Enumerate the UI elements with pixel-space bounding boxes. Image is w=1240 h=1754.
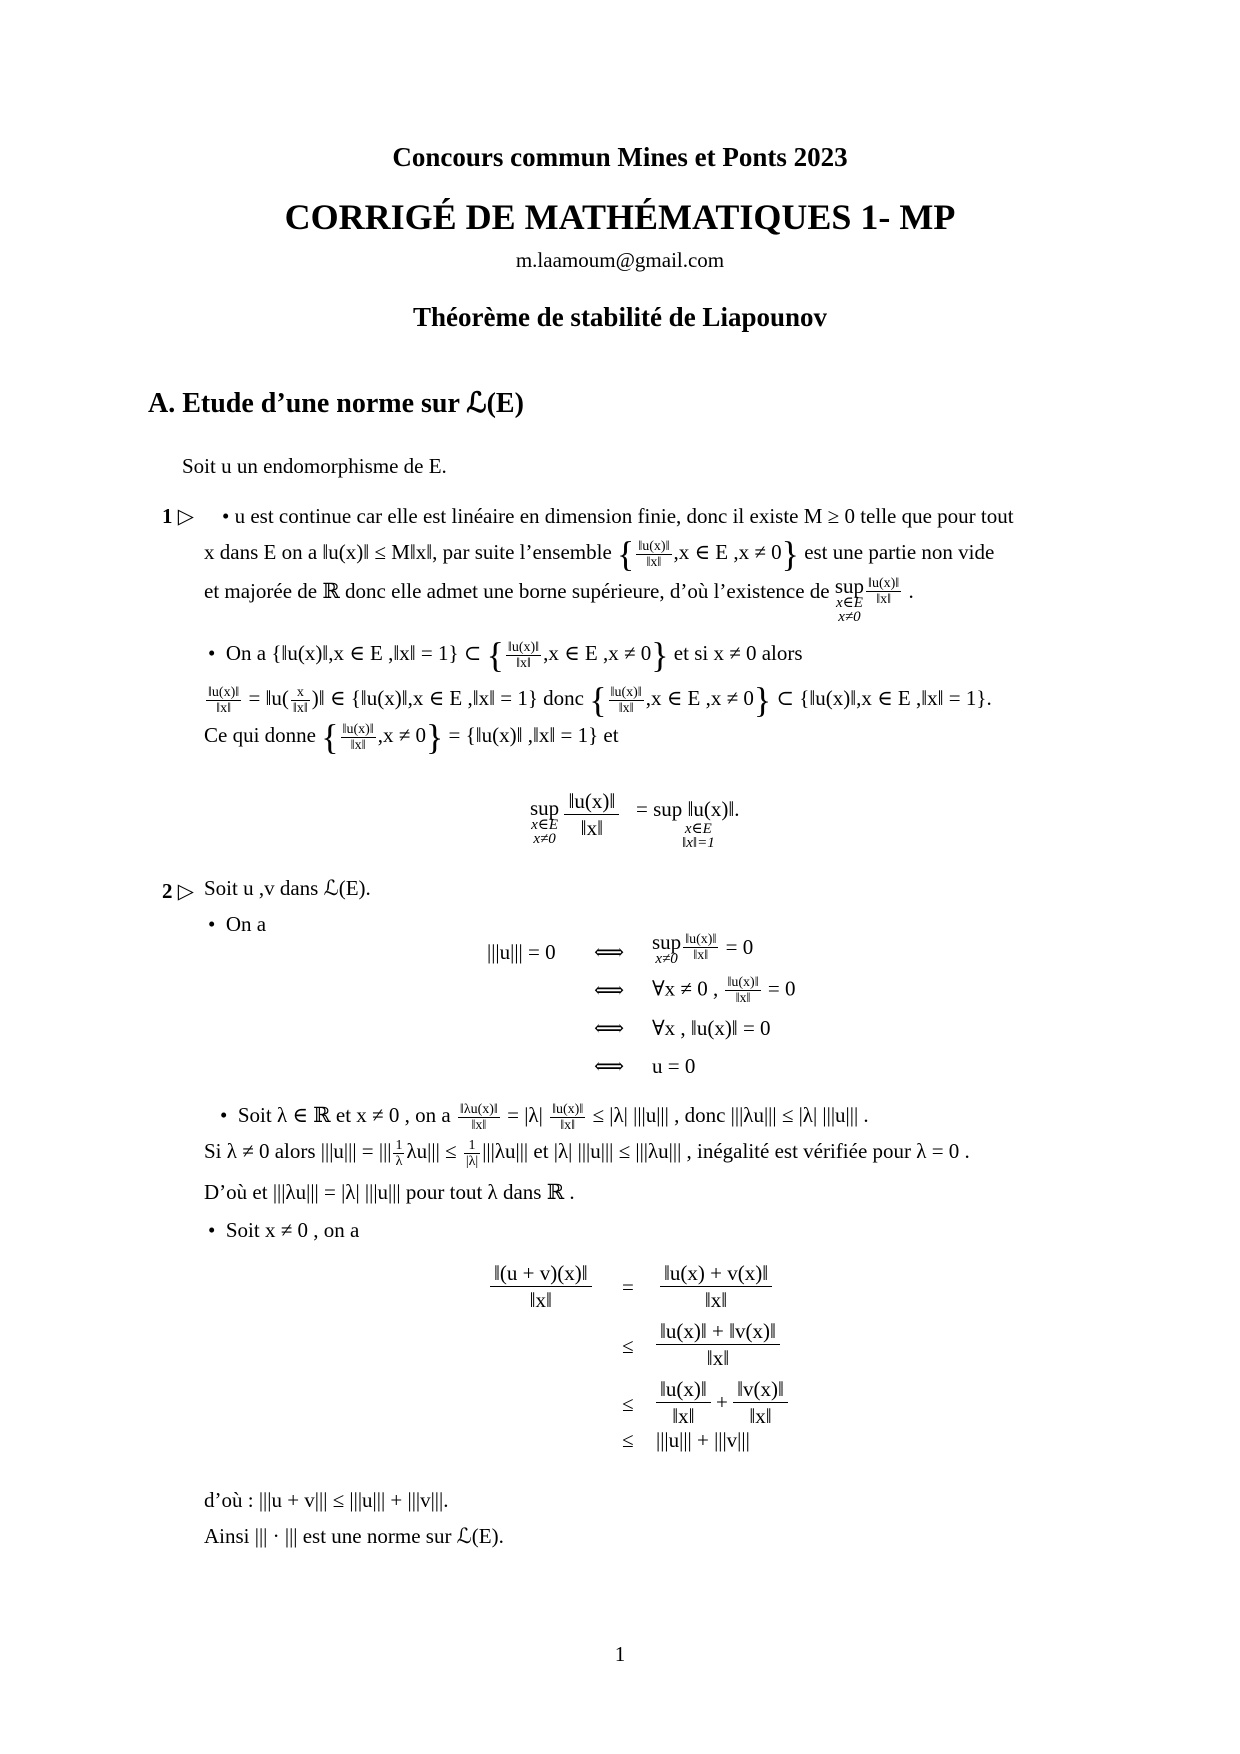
fraction: $\frac{‖u(x)‖}{‖x‖}$ <box>552 1101 584 1133</box>
iff-2: ⟺ <box>594 978 625 1002</box>
q1-bullet-1-line-2 <box>204 534 995 575</box>
q1-b1-l1-text: u est continue car elle est linéaire en dimension finie, donc il existe M ≥ 0 telle que pour tout <box>234 504 1014 528</box>
question-2-number: 2 ▷ <box>162 879 194 903</box>
fraction: $\frac{‖u(x)‖}{‖x‖}$ <box>610 684 642 716</box>
q1-bullet-2-line-3: Ce qui donne { $\frac{‖u(x)‖}{‖x‖}$ ,x ≠ 0} = {‖u(x)‖ ,‖x‖ = 1} et <box>204 717 619 758</box>
fraction: $\frac{1}{|\lambda|}$ <box>465 1137 479 1169</box>
q2-bullet-3: • Soit x ≠ 0 , on a <box>208 1218 360 1242</box>
section-a-title: A. Etude d’une norme sur ℒ(E) <box>148 388 524 419</box>
big-fraction: $\frac{‖(u + v)(x)‖}{‖x‖}$ <box>490 1260 592 1313</box>
fraction: $\frac{‖u(x)‖}{‖x‖}$ <box>685 932 717 963</box>
q1-bullet-2-line-1: • On a {‖u(x)‖,x ∈ E ,‖x‖ = 1} ⊂ { $\frac{‖u(x)‖}{‖x‖}$ ,x ∈ E ,x ≠ 0} et si x ≠ 0 alors <box>208 635 803 676</box>
fraction: $\frac{‖u(x)‖}{‖x‖}$ <box>727 975 759 1006</box>
contest-title: Concours commun Mines et Ponts 2023 <box>392 142 848 172</box>
big-fraction: $\frac{‖u(x)‖}{‖x‖}$ <box>564 788 619 841</box>
tri-row-1 <box>660 1260 772 1313</box>
sup-operator: sup x∈E x≠0 <box>834 574 865 625</box>
q1-b1-l2a: x dans E on a ‖u(x)‖ ≤ M‖x‖, par suite l’ensemble <box>204 540 612 564</box>
eq-lhs: |||u||| = 0 <box>487 940 556 964</box>
q1-display-rhs: = sup ‖u(x)‖. <box>636 797 740 821</box>
author-email: m.laamoum@gmail.com <box>515 248 725 272</box>
q2-intro: Soit u ,v dans ℒ(E). <box>204 876 371 900</box>
brace-open: { <box>617 534 635 575</box>
iff-4: ⟺ <box>594 1054 625 1078</box>
fraction: $\frac{‖u(x)‖}{‖x‖}$ <box>208 684 240 716</box>
q1-bullet-1-line-3: et majorée de ℝ donc elle admet une borne supérieure, d’où l’existence de sup x∈E x≠0 $\frac{‖u(x)‖}{‖x‖}$ . <box>204 574 914 625</box>
fraction: $\frac{‖u(x)‖}{‖x‖}$ <box>507 639 540 671</box>
big-fraction: $\frac{‖u(x)‖}{‖x‖}$ <box>656 1376 711 1429</box>
tri-le-2: ≤ <box>622 1392 634 1416</box>
question-1-number: 1 ▷ <box>162 504 194 528</box>
fraction: $\frac{‖\lambda u(x)‖}{‖x‖}$ <box>459 1101 498 1133</box>
q2-bullet-1: • On a <box>208 912 267 936</box>
document-title: CORRIGÉ DE MATHÉMATIQUES 1- MP <box>284 197 956 237</box>
fraction: $\frac{x}{‖x‖}$ <box>292 684 308 716</box>
big-fraction: $\frac{‖u(x) + v(x)‖}{‖x‖}$ <box>660 1260 772 1313</box>
big-fraction: $\frac{‖v(x)‖}{‖x‖}$ <box>733 1376 788 1429</box>
eq-row-3: ∀x , ‖u(x)‖ = 0 <box>652 1016 771 1040</box>
q1-bullet-2-line-2: $\frac{‖u(x)‖}{‖x‖}$ = ‖u( $\frac{x}{‖x‖}$ )‖ ∈ {‖u(x)‖,x ∈ E ,‖x‖ = 1} donc { $\frac{‖u(x)‖}{‖x‖}$ ,x ∈ E ,x ≠ 0} ⊂ {‖u(x)‖,x ∈ E ,‖x‖ = 1}. <box>208 680 992 721</box>
eq-row-1: sup x≠0 $\frac{‖u(x)‖}{‖x‖}$ = 0 <box>652 930 754 967</box>
q1-display-equation <box>530 782 619 846</box>
q2-triangle-conclusion: d’où : |||u + v||| ≤ |||u||| + |||v|||. <box>204 1488 449 1512</box>
q1-b1-l2c: est une partie non vide <box>804 540 995 564</box>
q2-bullet-2: • Soit λ ∈ ℝ et x ≠ 0 , on a $\frac{‖\lambda u(x)‖}{‖x‖}$ = |λ| $\frac{‖u(x)‖}{‖x‖}$ ≤ |λ| |||u||| , donc |||λu||| ≤ |λ| |||u||| . <box>220 1101 869 1133</box>
q2-final-conclusion: Ainsi ||| · ||| est une norme sur ℒ(E). <box>204 1524 504 1548</box>
q1-b1-l2b: ,x ∈ E ,x ≠ 0 <box>673 540 782 564</box>
q2-homogeneity-line: Si λ ≠ 0 alors |||u||| = ||| $\frac{1}{\lambda}$ λu||| ≤ $\frac{1}{|\lambda|}$ |||λu||| et |λ| |||u||| ≤ |||λu||| , inégalité est vérifiée pour λ = 0 . <box>204 1137 970 1169</box>
tri-lhs <box>490 1260 592 1313</box>
numerator: ‖u(x)‖ <box>638 538 670 554</box>
q1-display-rhs-sub: x∈E ‖x‖=1 <box>682 821 715 851</box>
tri-le-1: ≤ <box>622 1334 634 1358</box>
sup-operator: sup x∈E x≠0 <box>530 796 560 847</box>
page-number: 1 <box>614 1642 626 1666</box>
eq-row-4: u = 0 <box>652 1054 696 1078</box>
section-a-intro: Soit u un endomorphisme de E. <box>182 454 447 478</box>
fraction <box>636 539 671 570</box>
iff-3: ⟺ <box>594 1016 625 1040</box>
fraction: $\frac{‖u(x)‖}{‖x‖}$ <box>868 576 900 607</box>
eq-row-2: ∀x ≠ 0 , $\frac{‖u(x)‖}{‖x‖}$ = 0 <box>652 975 796 1006</box>
denominator: ‖x‖ <box>646 554 662 570</box>
iff-1: ⟺ <box>594 940 625 964</box>
sup-operator: sup x≠0 <box>652 930 682 967</box>
brace-close: } <box>781 534 799 575</box>
tri-row-4: |||u||| + |||v||| <box>656 1428 750 1452</box>
q2-homogeneity-conclusion: D’où et |||λu||| = |λ| |||u||| pour tout λ dans ℝ . <box>204 1180 575 1204</box>
tri-row-3: $\frac{‖u(x)‖}{‖x‖}$ + $\frac{‖v(x)‖}{‖x‖}$ <box>656 1376 788 1429</box>
problem-subtitle: Théorème de stabilité de Liapounov <box>412 302 827 332</box>
fraction: $\frac{1}{\lambda}$ <box>395 1137 403 1169</box>
q1-bullet-1-line-1: • u est continue car elle est linéaire en dimension finie, donc il existe M ≥ 0 telle que pour tout <box>222 504 1014 528</box>
big-fraction: $\frac{‖u(x)‖ + ‖v(x)‖}{‖x‖}$ <box>656 1318 780 1371</box>
tri-le-3: ≤ <box>622 1428 634 1452</box>
q1-b1-l3: et majorée de ℝ donc elle admet une borne supérieure, d’où l’existence de <box>204 579 830 603</box>
fraction: $\frac{‖u(x)‖}{‖x‖}$ <box>342 721 374 753</box>
tri-eq: = <box>622 1275 634 1299</box>
tri-row-2 <box>656 1318 780 1371</box>
